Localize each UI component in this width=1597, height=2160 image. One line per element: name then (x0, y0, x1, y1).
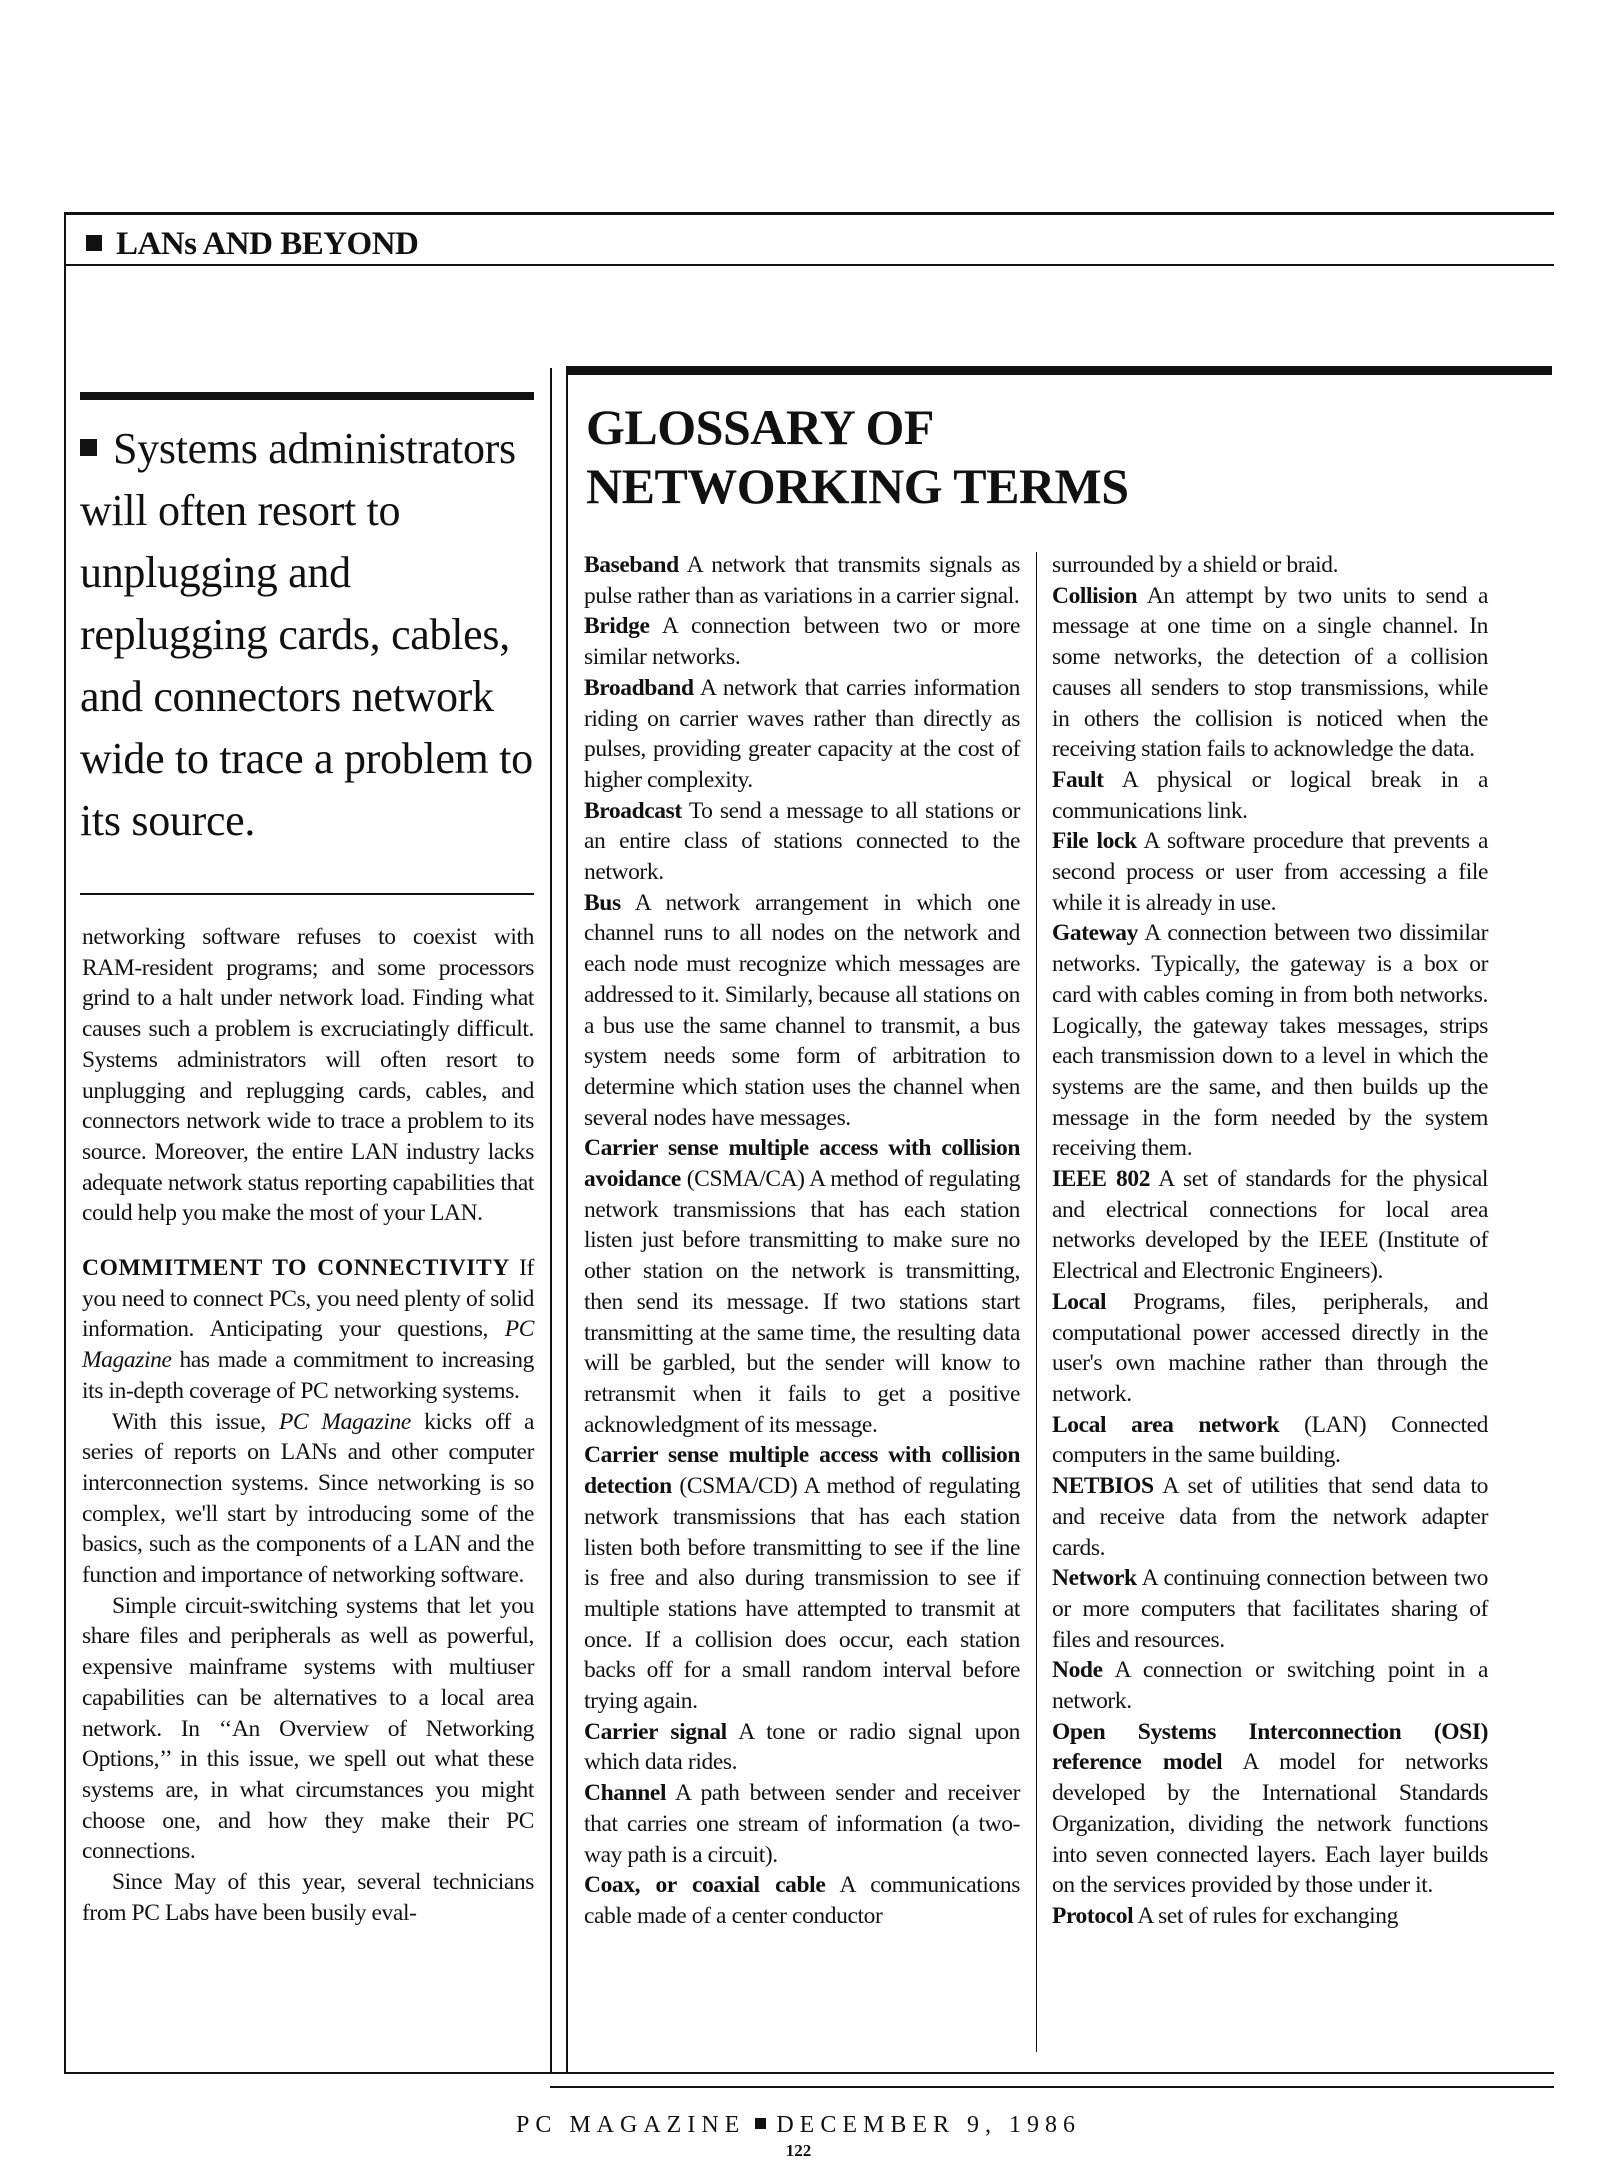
body-paragraph: Since May of this year, several technicians from PC Labs have been busily eval- (82, 1869, 534, 1926)
glossary-definition: Programs, files, peripherals, and computational power accessed directly in the user's own machine rather than through the network. (1052, 1288, 1488, 1407)
glossary-entry (1052, 1410, 1488, 1471)
glossary-definition: A network that transmits signals as pulse rather than as variations in a carrier signal. (584, 552, 1020, 609)
square-bullet-icon (80, 439, 97, 456)
glossary-definition: A method of regulating network transmissions that has each station listen both before transmitting to see if the line is free and also during transmission to see if multiple stations have attempted to transmit at once. If a collision does occur, each station backs off for a small random interval before trying again. (584, 1473, 1020, 1715)
glossary-entry (584, 1133, 1020, 1440)
glossary-term: Broadband (584, 674, 694, 701)
glossary-entry (584, 796, 1020, 888)
glossary-term: Protocol (1052, 1902, 1134, 1929)
left-column (82, 922, 534, 1929)
glossary-term: Open Systems Interconnection (OSI) reference model (1052, 1718, 1488, 1776)
magazine-name: PC Magazine (278, 1408, 411, 1435)
glossary-entry (1052, 765, 1488, 826)
glossary-column-2 (1052, 550, 1488, 1932)
body-paragraph: COMMITMENT TO CONNECTIVITY If you need to connect PCs, you need plenty of solid information. Anticipating your questions, PC Magazine has made a commitment to increasing its in-depth coverage of PC networking systems. (82, 1255, 534, 1404)
glossary-left-rule (550, 368, 552, 2072)
section-label: LANs AND BEYOND (116, 226, 419, 262)
glossary-definition: A method of regulating network transmissions that has each station listen just before transmitting to make sure no other station on the network is transmitting, then send its message. If two stations start transmitting at the same time, the resulting data will be garbled, but the sender will know to retransmit when it fails to get a positive acknowledgment of its message. (584, 1166, 1020, 1438)
body-paragraph: Simple circuit-switching systems that let you share files and peripherals as well as powerful, expensive mainframe systems with multiuser capabilities can be alternatives to a local area network. In ‘‘An Overview of Networking Options,’’ in this issue, we spell out what these systems are, in what circumstances you might choose one, and how they make their PC connections. (82, 1592, 534, 1865)
glossary-entry (1052, 1901, 1488, 1932)
glossary-definition: A continuing connection between two or more computers that facilitates sharing of files and resources. (1052, 1565, 1488, 1653)
glossary-definition: An attempt by two units to send a message at one time on a single channel. In some networks, the detection of a collision causes all senders to stop transmissions, while in others the collision is noticed when the receiving station fails to acknowledge the data. (1052, 582, 1488, 763)
glossary-entry (1052, 1563, 1488, 1655)
glossary-entry (584, 888, 1020, 1134)
glossary-entry (1052, 918, 1488, 1164)
pullquote (80, 418, 540, 852)
glossary-column-1 (584, 550, 1020, 1932)
page-left-border (64, 212, 66, 2074)
glossary-entry (1052, 1655, 1488, 1716)
glossary-entry (1052, 1717, 1488, 1901)
glossary-term: File lock (1052, 828, 1137, 855)
square-bullet-icon (86, 235, 102, 251)
bottom-rule-2 (550, 2086, 1554, 2088)
pullquote-text: Systems administrators will often resort to unplugging and replugging cards, cables, and connectors network wide to trace a problem to its source. (80, 424, 533, 845)
glossary-definition: A physical or logical break in a communications link. (1052, 766, 1488, 824)
glossary-term: Local area network (1052, 1411, 1280, 1438)
glossary-definition: A software procedure that prevents a second process or user from accessing a file while it is already in use. (1052, 828, 1488, 916)
glossary-term: Broadcast (584, 797, 682, 824)
glossary-entry (584, 1778, 1020, 1870)
glossary-term: Node (1052, 1657, 1103, 1684)
glossary-definition: A network that carries information riding on carrier waves rather than directly as pulses, providing greater capacity at the cost of higher complexity. (584, 674, 1020, 793)
glossary-term-abbrev: (CSMA/CA) (680, 1166, 805, 1193)
glossary-entry (584, 550, 1020, 611)
glossary-definition: A connection between two dissimilar networks. Typically, the gateway is a box or card with cables coming in from both networks. Logically, the gateway takes messages, strips each transmission down to a level in which the systems are the same, and then builds up the message in the form needed by the system receiving them. (1052, 920, 1488, 1162)
page-number: 122 (785, 2141, 812, 2160)
square-bullet-icon (755, 2118, 766, 2129)
body-paragraph: networking software refuses to coexist with RAM-resident programs; and some processors grind to a halt under network load. Finding what causes such a problem is excruciatingly difficult. Systems administrators will often resort to unplugging and replugging cards, cables, and connectors network wide to trace a problem to its source. Moreover, the entire LAN industry lacks adequate network status reporting capabilities that could help you make the most of your LAN. (82, 924, 534, 1227)
glossary-entry-continuation: surrounded by a shield or braid. (1052, 552, 1339, 578)
subhead: COMMITMENT TO CONNECTIVITY (82, 1255, 510, 1282)
glossary-entry (584, 611, 1020, 672)
body-paragraph: With this issue, PC Magazine kicks off a series of reports on LANs and other computer interconnection systems. Since networking is so complex, we'll start by introducing some of the basics, such as the components of a LAN and the function and importance of networking software. (82, 1408, 534, 1589)
glossary-term: Bridge (584, 613, 650, 640)
top-rule (64, 212, 1554, 215)
glossary-definition: A set of standards for the physical and electrical connections for local area networks developed by the IEEE (Institute of Electrical and Electronic Engineers). (1052, 1166, 1489, 1285)
glossary-term: Coax, or coaxial cable (584, 1872, 826, 1899)
glossary-definition: A communications cable made of a center conductor (584, 1872, 1021, 1929)
glossary-term: Network (1052, 1565, 1137, 1592)
glossary-definition: A set of rules for exchanging (1133, 1902, 1398, 1929)
section-header (86, 224, 418, 264)
glossary-definition: To send a message to all stations or an entire class of stations connected to the network. (584, 797, 1020, 886)
glossary-term: Gateway (1052, 920, 1138, 947)
glossary-term: Fault (1052, 766, 1104, 793)
glossary-term: Bus (584, 889, 621, 916)
glossary-definition: A network arrangement in which one channel runs to all nodes on the network and each node must recognize which messages are addressed to it. Similarly, because all stations on a bus use the same channel to transmit, a bus system needs some form of arbitration to determine which station uses the channel when several nodes have messages. (584, 889, 1020, 1131)
pullquote-top-rule (80, 392, 534, 400)
glossary-term: Carrier signal (584, 1718, 727, 1745)
glossary-definition: A connection between two or more similar networks. (584, 613, 1020, 671)
footer-date: DECEMBER 9, 1986 (776, 2112, 1082, 2138)
glossary-entry (584, 673, 1020, 796)
glossary-definition: A tone or radio signal upon which data rides. (584, 1718, 1020, 1776)
page-footer (0, 2111, 1597, 2139)
glossary-definition: A connection or switching point in a network. (1052, 1657, 1488, 1715)
glossary-term: Collision (1052, 582, 1138, 609)
glossary-term: Channel (584, 1780, 667, 1807)
glossary-entry (1052, 581, 1488, 765)
glossary-term-abbrev: (LAN) (1279, 1411, 1367, 1438)
bottom-rule (64, 2072, 1554, 2074)
glossary-term-abbrev: (CSMA/CD) (671, 1473, 798, 1500)
glossary-term: Local (1052, 1288, 1107, 1315)
glossary-entry (584, 1870, 1020, 1931)
glossary-definition: A model for networks developed by the International Standards Organization, dividing the network functions into seven connected layers. Each layer builds on the services provided by those under it. (1052, 1749, 1488, 1899)
glossary-term: Carrier sense multiple access with collision avoidance (584, 1135, 1020, 1193)
glossary-entry (584, 1717, 1020, 1778)
glossary-entry (1052, 826, 1488, 918)
glossary-column-divider (1036, 552, 1037, 2052)
glossary-term: IEEE 802 (1052, 1166, 1151, 1193)
pullquote-bottom-rule (80, 893, 534, 895)
glossary-inner-left-rule (566, 368, 568, 2074)
magazine-name: PC Magazine (82, 1316, 534, 1374)
glossary-term: Baseband (584, 552, 679, 578)
glossary-entry (584, 1440, 1020, 1716)
glossary-entry (1052, 1164, 1488, 1287)
header-bottom-rule (64, 264, 1554, 266)
footer-magazine: PC MAGAZINE (515, 2112, 746, 2138)
glossary-term: NETBIOS (1052, 1473, 1154, 1500)
glossary-term: Carrier sense multiple access with collision detection (584, 1442, 1020, 1500)
glossary-title: GLOSSARY OF NETWORKING TERMS (586, 399, 1129, 514)
glossary-definition: Connected computers in the same building. (1052, 1411, 1488, 1469)
glossary-definition: A path between sender and receiver that carries one stream of information (a two-way path is a circuit). (584, 1780, 1020, 1868)
glossary-top-rule (566, 366, 1552, 375)
glossary-entry (1052, 1287, 1488, 1410)
glossary-entry (1052, 1471, 1488, 1563)
glossary-definition: A set of utilities that send data to and receive data from the network adapter cards. (1052, 1473, 1488, 1561)
